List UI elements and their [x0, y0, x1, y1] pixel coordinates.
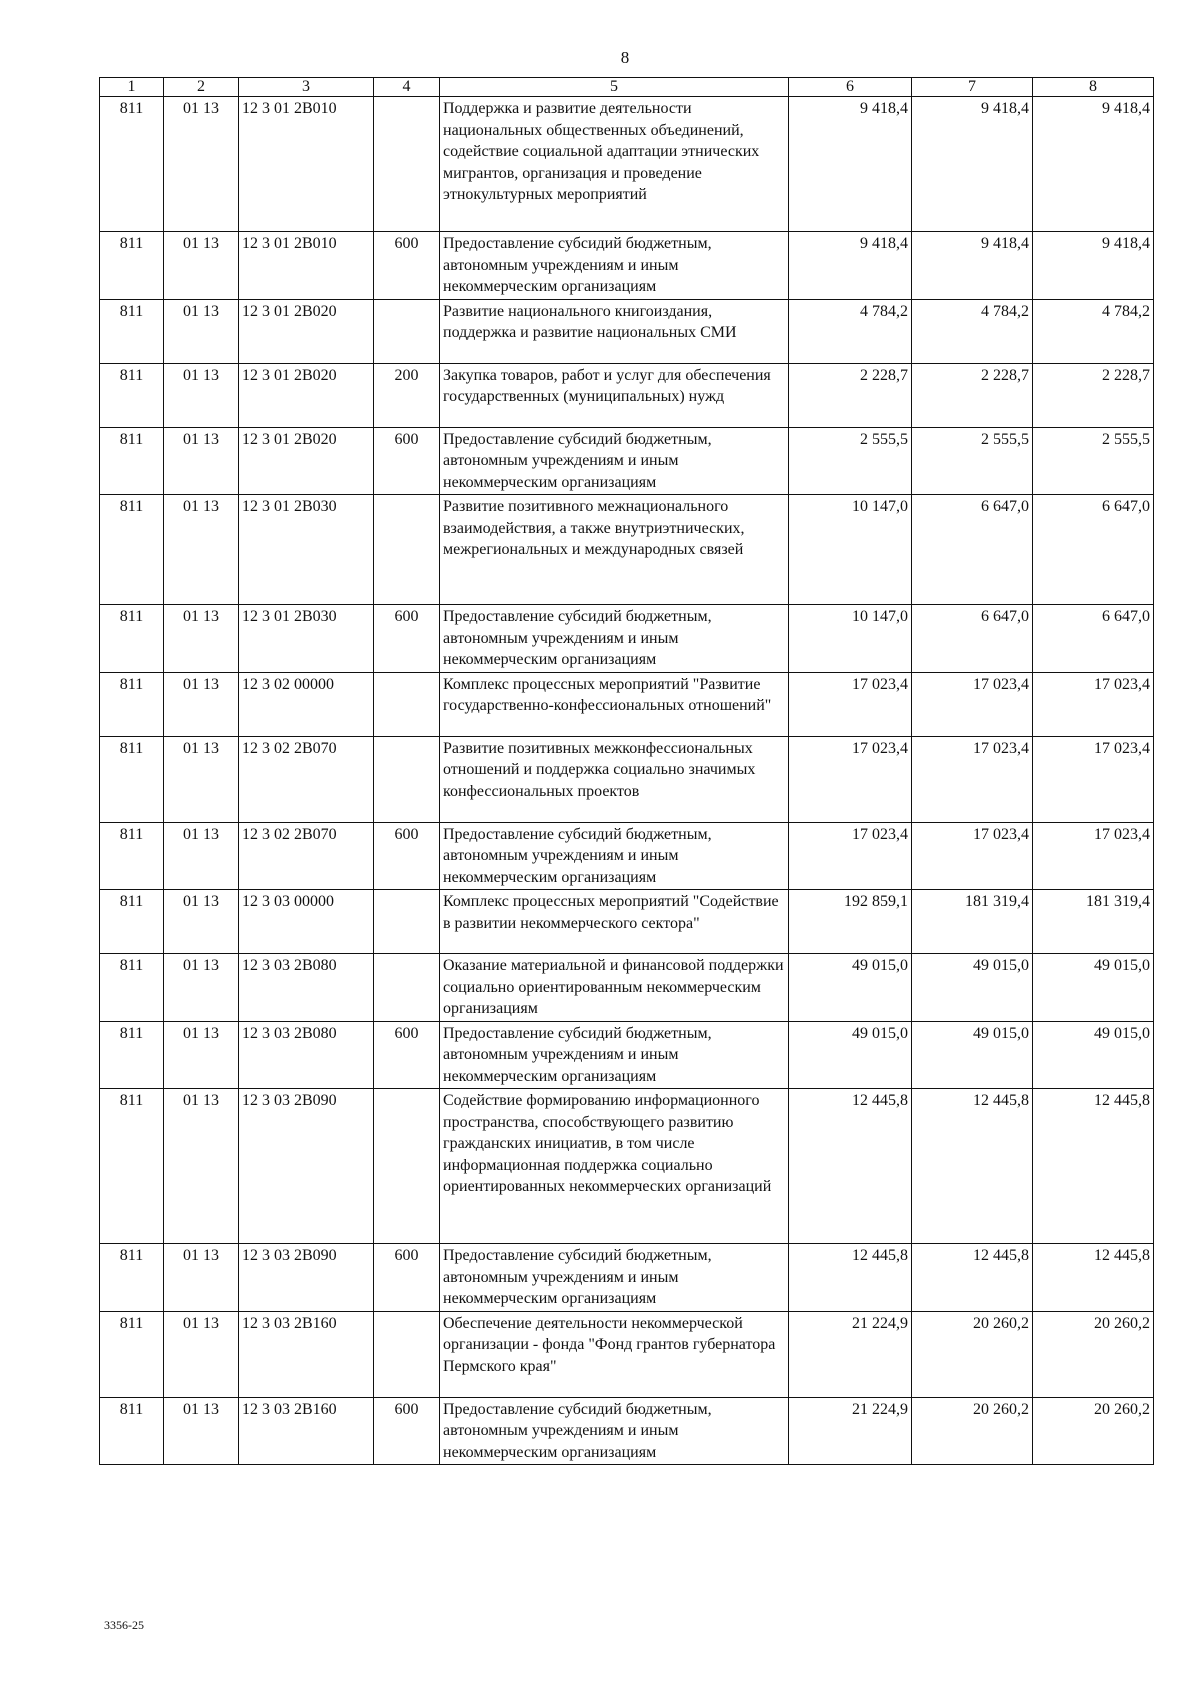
cell-amount-year-2: 49 015,0 [912, 1021, 1033, 1089]
cell-expense-type [374, 1089, 440, 1244]
cell-expense-type [374, 954, 440, 1022]
cell-target-article: 12 3 02 2В070 [239, 736, 374, 822]
cell-amount-year-1: 192 859,1 [789, 890, 912, 954]
cell-description: Содействие формированию информационного пространства, способствующего развитию гражданских инициатив, в том числе информационная поддержка социально ориентированных некоммерческих организаций [440, 1089, 789, 1244]
table-row [100, 363, 1154, 427]
cell-target-article: 12 3 03 2В160 [239, 1397, 374, 1465]
cell-chapter-code: 811 [100, 232, 164, 300]
table-row [100, 1311, 1154, 1397]
cell-section-code: 01 13 [164, 672, 239, 736]
cell-section-code: 01 13 [164, 1397, 239, 1465]
table-row [100, 605, 1154, 673]
cell-chapter-code: 811 [100, 1397, 164, 1465]
cell-amount-year-3: 12 445,8 [1033, 1089, 1154, 1244]
cell-chapter-code: 811 [100, 97, 164, 232]
cell-chapter-code: 811 [100, 427, 164, 495]
cell-amount-year-2: 17 023,4 [912, 672, 1033, 736]
cell-chapter-code: 811 [100, 954, 164, 1022]
cell-target-article: 12 3 02 2В070 [239, 822, 374, 890]
cell-expense-type [374, 736, 440, 822]
cell-section-code: 01 13 [164, 495, 239, 605]
cell-amount-year-1: 12 445,8 [789, 1089, 912, 1244]
cell-amount-year-1: 2 555,5 [789, 427, 912, 495]
cell-description: Предоставление субсидий бюджетным, автономным учреждениям и иным некоммерческим организациям [440, 1397, 789, 1465]
cell-description: Предоставление субсидий бюджетным, автономным учреждениям и иным некоммерческим организациям [440, 822, 789, 890]
cell-amount-year-1: 17 023,4 [789, 672, 912, 736]
column-header: 2 [164, 78, 239, 97]
cell-target-article: 12 3 01 2В020 [239, 299, 374, 363]
cell-amount-year-3: 4 784,2 [1033, 299, 1154, 363]
cell-description: Предоставление субсидий бюджетным, автономным учреждениям и иным некоммерческим организациям [440, 1021, 789, 1089]
cell-amount-year-2: 6 647,0 [912, 495, 1033, 605]
table-row [100, 495, 1154, 605]
cell-section-code: 01 13 [164, 427, 239, 495]
cell-expense-type: 200 [374, 363, 440, 427]
cell-description: Предоставление субсидий бюджетным, автономным учреждениям и иным некоммерческим организациям [440, 427, 789, 495]
cell-amount-year-1: 21 224,9 [789, 1397, 912, 1465]
cell-amount-year-3: 49 015,0 [1033, 1021, 1154, 1089]
cell-description: Комплекс процессных мероприятий "Содействие в развитии некоммерческого сектора" [440, 890, 789, 954]
column-header: 5 [440, 78, 789, 97]
cell-chapter-code: 811 [100, 299, 164, 363]
cell-amount-year-2: 2 555,5 [912, 427, 1033, 495]
cell-target-article: 12 3 01 2В020 [239, 427, 374, 495]
cell-target-article: 12 3 01 2В010 [239, 232, 374, 300]
cell-section-code: 01 13 [164, 954, 239, 1022]
cell-target-article: 12 3 03 2В080 [239, 1021, 374, 1089]
cell-target-article: 12 3 01 2В030 [239, 605, 374, 673]
cell-amount-year-2: 20 260,2 [912, 1311, 1033, 1397]
cell-amount-year-1: 12 445,8 [789, 1244, 912, 1312]
cell-description: Поддержка и развитие деятельности национальных общественных объединений, содействие социальной адаптации этнических мигрантов, организация и проведение этнокультурных мероприятий [440, 97, 789, 232]
cell-expense-type [374, 1311, 440, 1397]
column-header: 1 [100, 78, 164, 97]
cell-target-article: 12 3 03 2В160 [239, 1311, 374, 1397]
cell-amount-year-1: 4 784,2 [789, 299, 912, 363]
cell-target-article: 12 3 01 2В030 [239, 495, 374, 605]
cell-section-code: 01 13 [164, 605, 239, 673]
cell-target-article: 12 3 03 2В090 [239, 1244, 374, 1312]
cell-section-code: 01 13 [164, 1244, 239, 1312]
cell-amount-year-2: 12 445,8 [912, 1089, 1033, 1244]
cell-target-article: 12 3 03 2В080 [239, 954, 374, 1022]
cell-amount-year-1: 21 224,9 [789, 1311, 912, 1397]
page-number: 8 [620, 48, 630, 67]
document-code: 3356-25 [104, 1618, 144, 1632]
cell-description: Развитие позитивных межконфессиональных отношений и поддержка социально значимых конфессиональных проектов [440, 736, 789, 822]
column-header: 4 [374, 78, 440, 97]
cell-amount-year-2: 20 260,2 [912, 1397, 1033, 1465]
cell-chapter-code: 811 [100, 1244, 164, 1312]
cell-amount-year-3: 2 228,7 [1033, 363, 1154, 427]
table-row [100, 299, 1154, 363]
cell-expense-type [374, 97, 440, 232]
table-row [100, 1397, 1154, 1465]
cell-expense-type: 600 [374, 822, 440, 890]
cell-amount-year-1: 2 228,7 [789, 363, 912, 427]
table-body [100, 97, 1154, 1465]
cell-expense-type [374, 672, 440, 736]
table-row [100, 1244, 1154, 1312]
cell-section-code: 01 13 [164, 299, 239, 363]
cell-amount-year-3: 181 319,4 [1033, 890, 1154, 954]
cell-description: Предоставление субсидий бюджетным, автономным учреждениям и иным некоммерческим организациям [440, 605, 789, 673]
cell-section-code: 01 13 [164, 822, 239, 890]
table-row [100, 954, 1154, 1022]
cell-section-code: 01 13 [164, 232, 239, 300]
cell-amount-year-3: 17 023,4 [1033, 822, 1154, 890]
cell-chapter-code: 811 [100, 822, 164, 890]
cell-amount-year-2: 181 319,4 [912, 890, 1033, 954]
cell-amount-year-3: 17 023,4 [1033, 672, 1154, 736]
cell-target-article: 12 3 03 00000 [239, 890, 374, 954]
cell-amount-year-2: 49 015,0 [912, 954, 1033, 1022]
cell-chapter-code: 811 [100, 672, 164, 736]
cell-amount-year-3: 20 260,2 [1033, 1311, 1154, 1397]
cell-expense-type: 600 [374, 427, 440, 495]
column-header: 7 [912, 78, 1033, 97]
cell-amount-year-3: 6 647,0 [1033, 495, 1154, 605]
cell-chapter-code: 811 [100, 605, 164, 673]
cell-amount-year-3: 49 015,0 [1033, 954, 1154, 1022]
cell-chapter-code: 811 [100, 736, 164, 822]
cell-expense-type: 600 [374, 232, 440, 300]
cell-expense-type: 600 [374, 1244, 440, 1312]
cell-section-code: 01 13 [164, 1089, 239, 1244]
cell-description: Развитие позитивного межнационального взаимодействия, а также внутриэтнических, межрегиональных и международных связей [440, 495, 789, 605]
table-row [100, 890, 1154, 954]
cell-amount-year-3: 17 023,4 [1033, 736, 1154, 822]
cell-amount-year-2: 17 023,4 [912, 822, 1033, 890]
cell-amount-year-2: 4 784,2 [912, 299, 1033, 363]
cell-section-code: 01 13 [164, 1021, 239, 1089]
cell-description: Развитие национального книгоиздания, поддержка и развитие национальных СМИ [440, 299, 789, 363]
cell-amount-year-3: 12 445,8 [1033, 1244, 1154, 1312]
cell-description: Комплекс процессных мероприятий "Развитие государственно-конфессиональных отношений" [440, 672, 789, 736]
cell-target-article: 12 3 03 2В090 [239, 1089, 374, 1244]
cell-section-code: 01 13 [164, 1311, 239, 1397]
cell-section-code: 01 13 [164, 363, 239, 427]
column-header: 3 [239, 78, 374, 97]
cell-amount-year-1: 9 418,4 [789, 97, 912, 232]
cell-expense-type: 600 [374, 1397, 440, 1465]
cell-target-article: 12 3 01 2В020 [239, 363, 374, 427]
cell-chapter-code: 811 [100, 1311, 164, 1397]
column-header: 8 [1033, 78, 1154, 97]
cell-amount-year-2: 9 418,4 [912, 97, 1033, 232]
cell-amount-year-1: 10 147,0 [789, 605, 912, 673]
cell-section-code: 01 13 [164, 890, 239, 954]
cell-amount-year-3: 20 260,2 [1033, 1397, 1154, 1465]
table-row [100, 232, 1154, 300]
cell-chapter-code: 811 [100, 1021, 164, 1089]
cell-amount-year-3: 2 555,5 [1033, 427, 1154, 495]
cell-amount-year-2: 9 418,4 [912, 232, 1033, 300]
cell-target-article: 12 3 01 2В010 [239, 97, 374, 232]
cell-target-article: 12 3 02 00000 [239, 672, 374, 736]
cell-expense-type [374, 890, 440, 954]
cell-chapter-code: 811 [100, 363, 164, 427]
cell-expense-type: 600 [374, 605, 440, 673]
table-row [100, 1021, 1154, 1089]
cell-description: Закупка товаров, работ и услуг для обеспечения государственных (муниципальных) нужд [440, 363, 789, 427]
cell-amount-year-2: 12 445,8 [912, 1244, 1033, 1312]
cell-description: Предоставление субсидий бюджетным, автономным учреждениям и иным некоммерческим организациям [440, 1244, 789, 1312]
cell-amount-year-1: 49 015,0 [789, 1021, 912, 1089]
cell-amount-year-3: 6 647,0 [1033, 605, 1154, 673]
cell-description: Оказание материальной и финансовой поддержки социально ориентированным некоммерческим организациям [440, 954, 789, 1022]
table-row [100, 1089, 1154, 1244]
cell-amount-year-2: 2 228,7 [912, 363, 1033, 427]
column-header: 6 [789, 78, 912, 97]
cell-description: Предоставление субсидий бюджетным, автономным учреждениям и иным некоммерческим организациям [440, 232, 789, 300]
cell-chapter-code: 811 [100, 495, 164, 605]
cell-amount-year-1: 10 147,0 [789, 495, 912, 605]
cell-amount-year-2: 6 647,0 [912, 605, 1033, 673]
cell-amount-year-3: 9 418,4 [1033, 232, 1154, 300]
cell-chapter-code: 811 [100, 890, 164, 954]
cell-amount-year-2: 17 023,4 [912, 736, 1033, 822]
cell-section-code: 01 13 [164, 97, 239, 232]
cell-amount-year-3: 9 418,4 [1033, 97, 1154, 232]
cell-amount-year-1: 17 023,4 [789, 736, 912, 822]
table-row [100, 97, 1154, 232]
table-header-row [100, 78, 1154, 97]
cell-description: Обеспечение деятельности некоммерческой организации - фонда "Фонд грантов губернатора Пермского края" [440, 1311, 789, 1397]
cell-expense-type [374, 495, 440, 605]
cell-section-code: 01 13 [164, 736, 239, 822]
cell-amount-year-1: 17 023,4 [789, 822, 912, 890]
cell-expense-type [374, 299, 440, 363]
budget-table [99, 77, 1154, 1465]
table-row [100, 427, 1154, 495]
table-row [100, 672, 1154, 736]
cell-expense-type: 600 [374, 1021, 440, 1089]
cell-chapter-code: 811 [100, 1089, 164, 1244]
table-row [100, 822, 1154, 890]
table-row [100, 736, 1154, 822]
cell-amount-year-1: 9 418,4 [789, 232, 912, 300]
cell-amount-year-1: 49 015,0 [789, 954, 912, 1022]
